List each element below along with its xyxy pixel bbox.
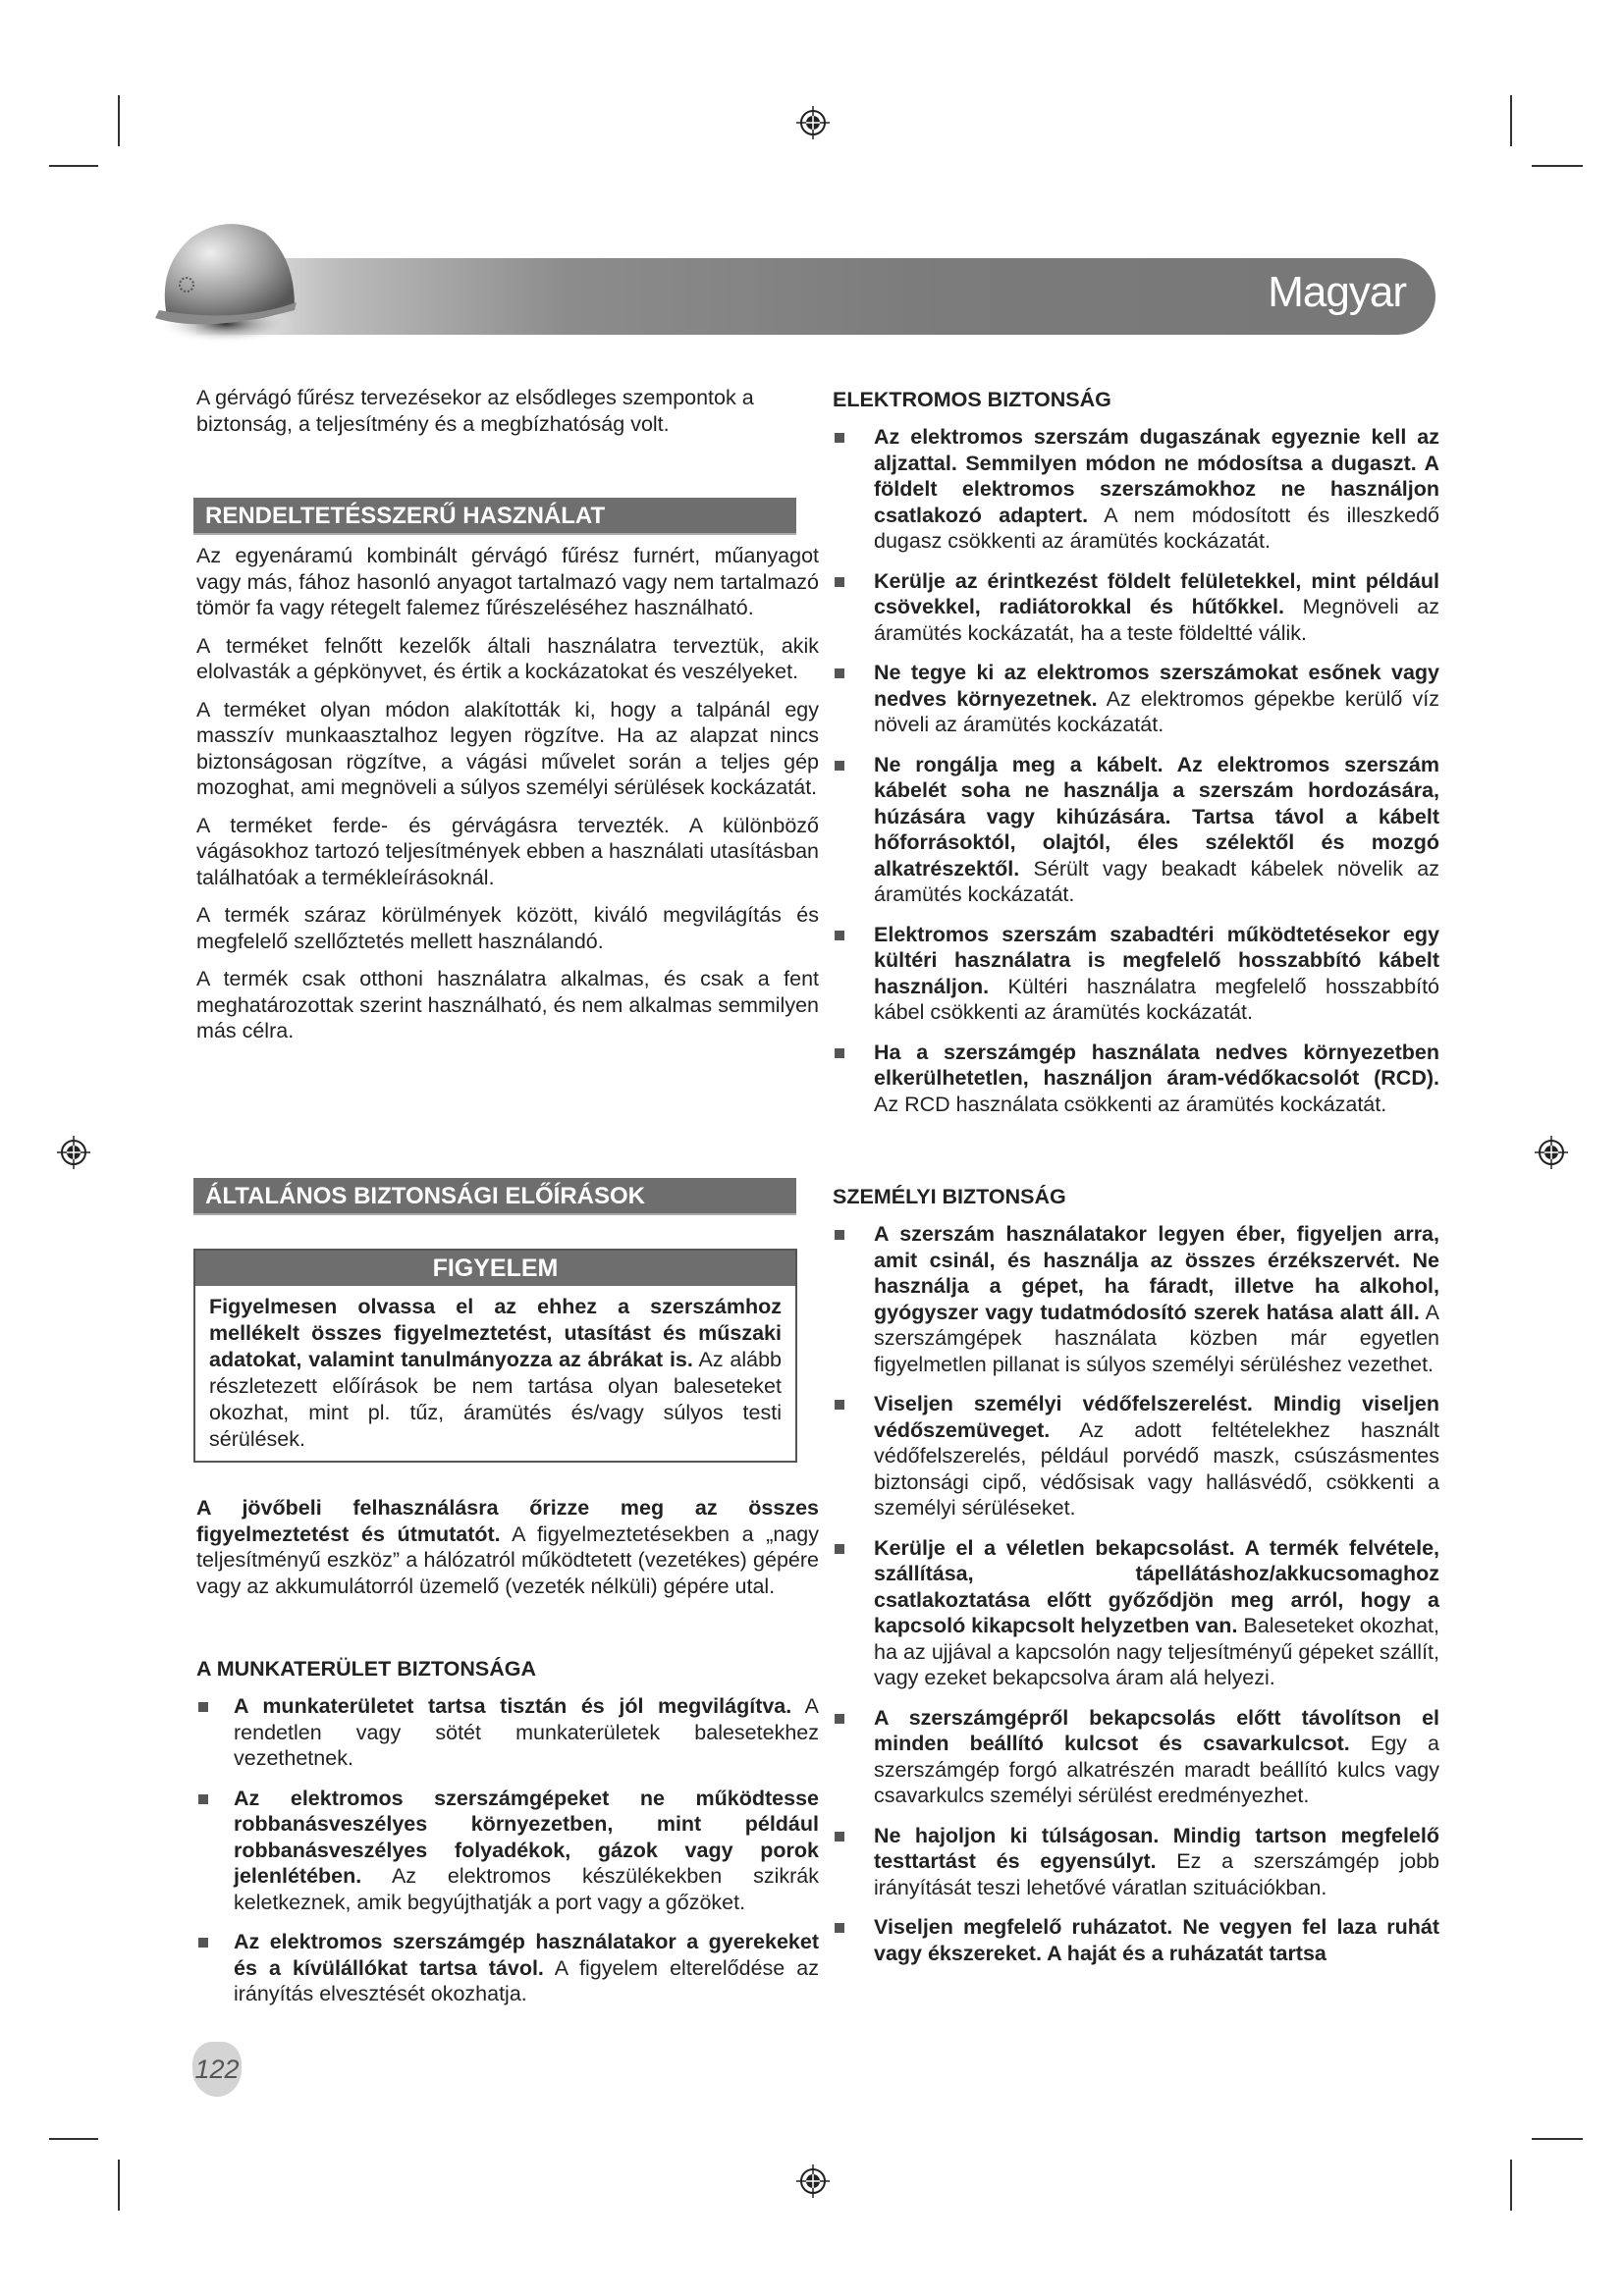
item-text: Sérült vagy beakadt kábelek növelik az áramütés kockázatát. (874, 856, 1439, 906)
warning-normal: Az alább részletezett előírások be nem tartása olyan baleseteket okozhat, mint pl. tűz, áramütés és/vagy súlyos testi sérülések. (209, 1348, 782, 1451)
warning-text (209, 1294, 782, 1453)
bullet-icon (835, 931, 844, 940)
item-bold: Az elektromos szerszámgépeket ne működtesse robbanásveszélyes környezetben, mint például robbanásveszélyes folyadékok, gázok vagy porok jelenlétében. (234, 1786, 819, 1888)
item-bold: A szerszám használatakor legyen éber, figyeljen arra, amit csinál, és használja az összes érzékszervét. Ne használja a gépet, ha fáradt, illetve ha alkohol, gyógyszer vagy tudatmódosító szerek hatása alatt áll. (874, 1222, 1439, 1324)
list-item (833, 568, 1439, 647)
item-text: Egy a szerszámgép forgó alkatrészén maradt beállító kulcs vagy csavarkulcs személyi sérülést eredményezhet. (874, 1732, 1440, 1807)
item-text: A szerszámgépek használata közben már egyetlen figyelmetlen pillanat is súlyos személyi sérüléshez vezethet. (874, 1300, 1439, 1376)
item-bold: A szerszámgépről bekapcsolás előtt távolítson el minden beállító kulcsot és csavarkulcsot. (874, 1705, 1439, 1755)
list-item (833, 1535, 1439, 1691)
bullet-icon (835, 1832, 844, 1842)
registration-mark-icon (796, 2164, 830, 2198)
bullet-icon (835, 1400, 844, 1410)
paragraph: A terméket olyan módon alakították ki, hogy a talpánál egy masszív munkaasztalhoz legyen rögzítve. Ha az alapzat nincs biztonságosan rögzítve, a vágási művelet során a teljes gép mozoghat, ami megnöveli a súlyos személyi sérülések kockázatát. (196, 697, 819, 799)
bullet-icon (835, 1714, 844, 1724)
keep-text (196, 1495, 819, 1599)
item-text: A nem módosított és illeszkedő dugasz csökkenti az áramütés kockázatát. (874, 503, 1439, 553)
list-item (196, 1693, 819, 1772)
intro-paragraph (196, 385, 819, 449)
bullet-icon (835, 1923, 844, 1933)
section-title-electrical: ELEKTROMOS BIZTONSÁG (833, 388, 1111, 411)
crop-mark (1510, 95, 1512, 146)
list-item (833, 1914, 1439, 1966)
crop-mark (49, 2138, 98, 2140)
keep-normal: A figyelmeztetésekben a „nagy teljesítményű eszköz” a hálózatról működtetett (vezetékes) gépére vagy az akkumulátorról üzemelő (vezeték nélküli) gépére utal. (196, 1522, 819, 1598)
work-area-section (196, 1657, 819, 2021)
paragraph: Az egyenáramú kombinált gérvágó fűrész furnért, műanyagot vagy más, fához hasonló anyagot tartalmazó vagy nem tartalmazó tömör fa vagy rétegelt falemez fűrészeléséhez használható. (196, 544, 819, 619)
item-bold: Kerülje az érintkezést földelt felületekkel, mint például csövekkel, radiátorokkal és hűtőkkel. (874, 568, 1439, 618)
item-bold: Ha a szerszámgép használata nedves környezetben elkerülhetetlen, használjon áram-védőkacsolót (RCD). (874, 1040, 1439, 1090)
paragraph: A terméket felnőtt kezelők általi használatra terveztük, akik elolvasták a gépkönyvet, és értik a kockázatokat és veszélyeket. (196, 633, 819, 683)
item-bold: Kerülje el a véletlen bekapcsolást. A termék felvétele, szállítása, tápellátáshoz/akkucsomaghoz csatlakoztatása előtt győződjön meg arról, hogy a kapcsoló kikapcsolt helyzetben van. (874, 1535, 1439, 1637)
paragraph: A termék csak otthoni használatra alkalmas, és csak a fent meghatározottak szerint használható, és nem alkalmas semmilyen más célra. (196, 967, 819, 1042)
item-bold: Ne hajoljon ki túlságosan. Mindig tartson megfelelő testtartást és egyensúlyt. (874, 1823, 1439, 1873)
crop-mark (1532, 2138, 1583, 2140)
registration-mark-icon (1535, 1136, 1568, 1169)
list-item (833, 1221, 1439, 1377)
bullet-icon (835, 577, 844, 587)
header-band (196, 258, 1435, 335)
item-text: A rendetlen vagy sötét munkaterületek balesetekhez vezethetnek. (234, 1694, 819, 1770)
bullet-icon (835, 433, 844, 443)
item-bold: Elektromos szerszám szabadtéri működtetésekor egy kültéri használatra is megfelelő hosszabbító kábelt használjon. (874, 922, 1439, 998)
keep-instructions (196, 1495, 819, 1611)
crop-mark (118, 2160, 120, 2211)
section-title-personal: SZEMÉLYI BIZTONSÁG (833, 1185, 1066, 1208)
item-bold: Ne tegye ki az elektromos szerszámokat esőnek vagy nedves környezetnek. (874, 661, 1439, 711)
bullet-icon (198, 1794, 208, 1804)
section-title-general-safety: ÁLTALÁNOS BIZTONSÁGI ELŐÍRÁSOK (193, 1178, 796, 1215)
section-title-intended-use: RENDELTETÉSSZERŰ HASZNÁLAT (193, 498, 796, 535)
safety-helmet-icon (147, 208, 304, 346)
paragraph: A terméket ferde- és gérvágásra tervezték. A különböző vágásokhoz tartozó teljesítmények ebben a használati utasításban találhatóak a termékleírásoknál. (196, 813, 819, 889)
item-text: Az RCD használata csökkenti az áramütés kockázatát. (874, 1092, 1387, 1116)
section-title-work-area: A MUNKATERÜLET BIZTONSÁGA (196, 1657, 536, 1681)
item-text: Az elektromos készülékekben szikrák keletkeznek, amik begyújthatják a port vagy a gőzöket. (234, 1864, 819, 1914)
item-text: Kültéri használatra megfelelő hosszabbító kábel csökkenti az áramütés kockázatát. (874, 974, 1439, 1024)
personal-section (833, 1185, 1439, 1980)
page-number: 122 (192, 2042, 242, 2097)
language-title: Magyar (1268, 268, 1406, 316)
list-item (833, 1040, 1439, 1118)
item-bold: Ne rongálja meg a kábelt. Az elektromos szerszám kábelét soha ne használja a szerszám hordozására, húzására vagy kihúzására. Tartsa távol a kábelt hőforrásoktól, olajtól, éles szélektől és mozgó alkatrészektől. (874, 752, 1439, 881)
item-text: A figyelem elterelődése az irányítás elvesztését okozhatja. (234, 1955, 819, 2005)
item-bold: A munkaterületet tartsa tisztán és jól megvilágítva. (234, 1694, 792, 1718)
bullet-icon (198, 1702, 208, 1712)
crop-mark (1532, 165, 1583, 167)
item-bold: Az elektromos szerszám dugaszának egyeznie kell az aljzattal. Semmilyen módon ne módosítsa a dugaszt. A földelt elektromos szerszámokhoz ne használjon csatlakozó adaptert. (874, 425, 1439, 527)
item-text: Baleseteket okozhat, ha az ujjával a kapcsolón nagy teljesítményű gépeket szállít, vagy ezeket bekapcsolva áram alá helyezi. (874, 1614, 1439, 1689)
warning-box (193, 1249, 797, 1463)
item-text: Az adott feltételekhez használt védőfelszerelés, például porvédő maszk, csúszásmentes biztonsági cipő, védősisak vagy hallásvédő, csökkenti a személyi sérüléseket. (874, 1417, 1439, 1520)
item-bold: Az elektromos szerszámgép használatakor a gyerekeket és a kívülállókat tartsa távol. (234, 1930, 819, 1980)
bullet-icon (198, 1938, 208, 1948)
crop-mark (49, 165, 98, 167)
warning-title: FIGYELEM (195, 1251, 795, 1286)
list-item (196, 1929, 819, 2007)
list-item (833, 752, 1439, 908)
item-bold: Viseljen megfelelő ruházatot. Ne vegyen fel laza ruhát vagy ékszereket. A haját és a ruházatát tartsa (874, 1915, 1439, 1965)
crop-mark (1510, 2160, 1512, 2211)
keep-bold: A jövőbeli felhasználásra őrizze meg az összes figyelmeztetést és útmutatót. (196, 1496, 819, 1546)
list-item (833, 922, 1439, 1026)
list-item (833, 1705, 1439, 1809)
crop-mark (118, 95, 120, 146)
list-item (833, 660, 1439, 738)
bullet-icon (835, 668, 844, 678)
bullet-icon (835, 1544, 844, 1554)
bullet-icon (835, 1230, 844, 1240)
list-item (833, 424, 1439, 555)
item-text: Az elektromos gépekbe kerülő víz növeli az áramütés kockázatát. (874, 686, 1439, 736)
item-text: Ez a szerszámgép jobb irányítását teszi lehetővé váratlan szituációkban. (874, 1849, 1439, 1899)
item-bold: Viseljen személyi védőfelszerelést. Mindig viseljen védőszemüveget. (874, 1392, 1439, 1442)
bullet-icon (835, 761, 844, 771)
registration-mark-icon (57, 1136, 90, 1169)
registration-mark-icon (796, 106, 830, 139)
item-text: Megnöveli az áramütés kockázatát, ha a teste földeltté válik. (874, 595, 1439, 645)
electrical-section (833, 388, 1439, 1131)
paragraph: A termék száraz körülmények között, kiváló megvilágítás és megfelelő szellőztetés mellett használandó. (196, 903, 819, 953)
intro-text: A gérvágó fűrész tervezésekor az elsődleges szempontok a biztonság, a teljesítmény és a megbízhatóság volt. (196, 386, 754, 436)
list-item (196, 1786, 819, 1916)
bullet-icon (835, 1048, 844, 1058)
intended-use-section (196, 543, 819, 1056)
list-item (833, 1823, 1439, 1901)
warning-bold: Figyelmesen olvassa el az ehhez a szerszámhoz mellékelt összes figyelmeztetést, utasítást és műszaki adatokat, valamint tanulmányozza az ábrákat is. (209, 1295, 782, 1371)
list-item (833, 1391, 1439, 1522)
